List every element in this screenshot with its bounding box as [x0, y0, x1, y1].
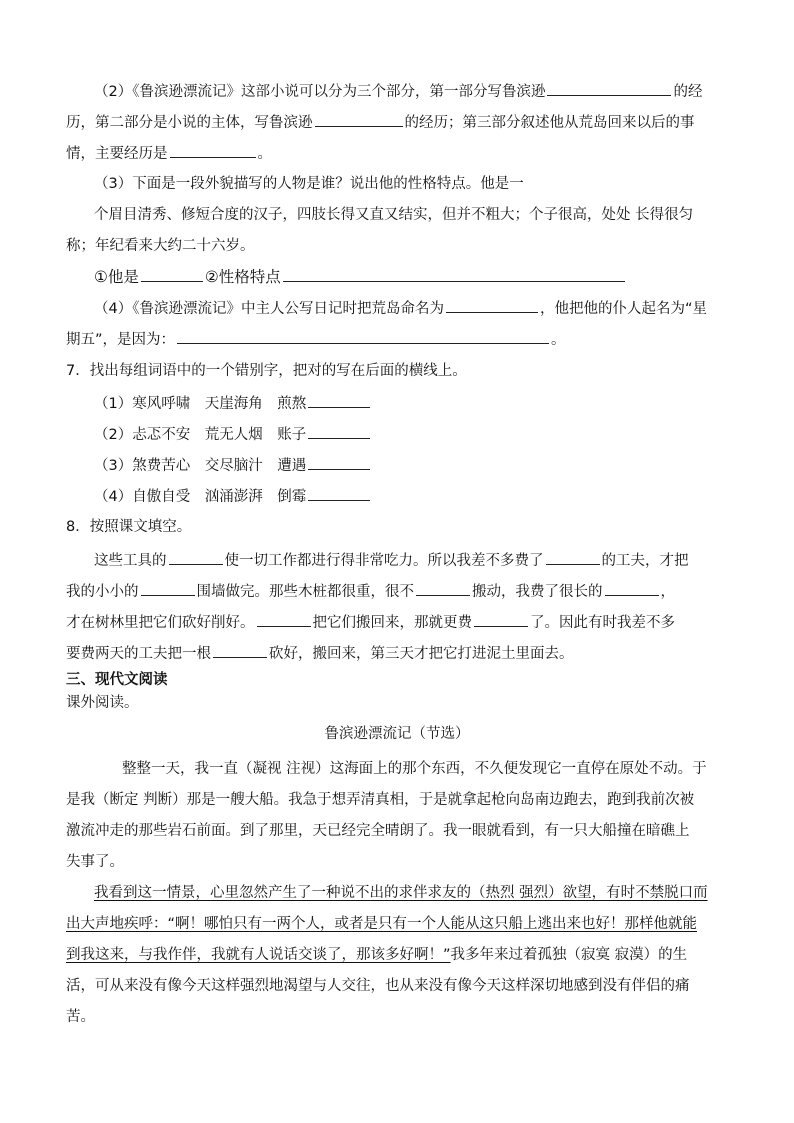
q8-line2 — [66, 581, 675, 602]
answer-blank[interactable] — [547, 81, 671, 96]
text: （2）忐忑不安 荒无人烟 账子 — [94, 427, 307, 443]
q6-p4-line1 — [94, 298, 707, 319]
text: ，他把他的仆人起名为“星 — [539, 301, 707, 317]
q8-title: 8．按照课文填空。 — [66, 519, 192, 535]
text: 历，第二部分是小说的主体，写鲁滨逊 — [66, 115, 313, 131]
text: 的经历；第三部分叙述他从荒岛回来以后的事 — [404, 115, 695, 131]
text: 搬动，我费了很长的 — [472, 584, 603, 600]
answer-blank[interactable] — [446, 298, 538, 313]
answer-blank[interactable] — [169, 550, 223, 565]
q6-p2-line3 — [66, 143, 272, 164]
answer-blank[interactable] — [141, 267, 203, 282]
answer-blank[interactable] — [308, 393, 370, 408]
passage-p2-line1: 我看到这一情景，心里忽然产生了一种说不出的求伴求友的（热烈 强烈）欲望，有时不禁脱口而 — [94, 885, 708, 901]
text: 要费两天的工夫把一根 — [66, 646, 211, 662]
text: 我的小小的 — [66, 584, 139, 600]
passage-title: 鲁滨逊漂流记（节选） — [324, 726, 470, 742]
text: （3）煞费苦心 交尽脑汁 遭遇 — [94, 458, 307, 474]
q6-p3-answer — [94, 267, 627, 287]
section-heading: 三、现代文阅读 — [66, 672, 168, 688]
passage-p1-line4: 失事了。 — [66, 854, 124, 870]
answer-blank[interactable] — [213, 643, 267, 658]
passage-p2-line4: 活，可从来没有像今天这样强烈地渴望与人交往，也从来没有像今天这样深切地感到没有伴侣的痛 — [66, 978, 690, 994]
answer-blank[interactable] — [308, 486, 370, 501]
text: ， — [660, 584, 675, 600]
answer-blank[interactable] — [416, 581, 470, 596]
text: 围墙做完。那些木桩都很重，很不 — [196, 584, 414, 600]
text: 才在树林里把它们砍好削好。 — [66, 615, 255, 631]
answer-blank[interactable] — [315, 112, 403, 127]
answer-blank[interactable] — [605, 581, 659, 596]
text: 。 — [257, 146, 272, 162]
underlined-text: 到我这来，与我作伴，我就有人说话交谈了，那该多好啊！” — [66, 947, 451, 963]
passage-p1-line3: 激流冲走的那些岩石前面。到了那里，天已经完全晴朗了。我一眼就看到，有一只大船撞在暗礁上 — [66, 823, 690, 839]
passage-p2-line2: 出大声地疾呼：“啊！哪怕只有一两个人，或者是只有一个人能从这只船上逃出来也好！那样他就能 — [66, 916, 698, 932]
q6-p2-line1 — [94, 81, 702, 102]
text: （2）《鲁滨逊漂流记》这部小说可以分为三个部分，第一部分写鲁滨逊 — [94, 84, 546, 100]
text: 期五”，是因为： — [66, 332, 176, 348]
q7-item-2 — [94, 424, 372, 445]
text: （4）自傲自受 汹涌澎湃 倒霉 — [94, 489, 307, 505]
text: （1）寒风呼啸 天崖海角 煎熬 — [94, 396, 307, 412]
q6-p2-line2 — [66, 112, 695, 133]
text: 我多年来过着孤独（寂寞 寂漠）的生 — [450, 947, 688, 963]
q8-line3 — [66, 612, 675, 633]
q7-item-3 — [94, 455, 372, 476]
q6-p3-line1: （3）下面是一段外貌描写的人物是谁？说出他的性格特点。他是一 — [94, 176, 524, 192]
q7-title: 7．找出每组词语中的一个错别字，把对的写在后面的横线上。 — [66, 363, 467, 379]
text: 砍好，搬回来，第三天才把它打进泥土里面去。 — [269, 646, 574, 662]
text: （4）《鲁滨逊漂流记》中主人公写日记时把荒岛命名为 — [94, 301, 444, 317]
text: 了。因此有时我差不多 — [530, 615, 675, 631]
text: ①他是 — [94, 268, 139, 286]
answer-blank[interactable] — [308, 424, 370, 439]
passage-p2-line5: 苦。 — [66, 1009, 95, 1025]
text: 的工夫，才把 — [601, 553, 689, 569]
text: 的经 — [673, 84, 703, 100]
answer-blank[interactable] — [546, 550, 600, 565]
answer-blank[interactable] — [474, 612, 528, 627]
passage-p2-line3 — [66, 945, 687, 965]
answer-blank[interactable] — [141, 581, 195, 596]
text: 情，主要经历是 — [66, 146, 168, 162]
q8-line4 — [66, 643, 574, 664]
passage-p1-line1: 整整一天，我一直（凝视 注视）这海面上的那个东西，不久便发现它一直停在原处不动。于 — [122, 761, 707, 777]
answer-blank[interactable] — [170, 143, 256, 158]
q7-item-4 — [94, 486, 372, 507]
q6-p3-line2: 个眉目清秀、修短合度的汉子，四肢长得又直又结实，但并不粗大；个子很高，处处 长得很匀 — [94, 207, 694, 223]
text: ②性格特点 — [204, 268, 281, 286]
q8-line1 — [94, 550, 689, 571]
answer-blank[interactable] — [308, 455, 370, 470]
answer-blank[interactable] — [283, 267, 625, 282]
text: 这些工具的 — [94, 553, 167, 569]
q6-p3-line3: 称；年纪看来大约二十六岁。 — [66, 238, 255, 254]
answer-blank[interactable] — [177, 329, 549, 344]
text: 使一切工作都进行得非常吃力。所以我差不多费了 — [224, 553, 544, 569]
section-subheading: 课外阅读。 — [66, 695, 139, 711]
q7-item-1 — [94, 393, 372, 414]
answer-blank[interactable] — [257, 612, 311, 627]
q6-p4-line2 — [66, 329, 566, 350]
text: 把它们搬回来，那就更费 — [312, 615, 472, 631]
passage-p1-line2: 是我（断定 判断）那是一艘大船。我急于想弄清真相，于是就拿起枪向岛南边跑去，跑到我前次被 — [66, 792, 695, 808]
text: 。 — [551, 332, 566, 348]
